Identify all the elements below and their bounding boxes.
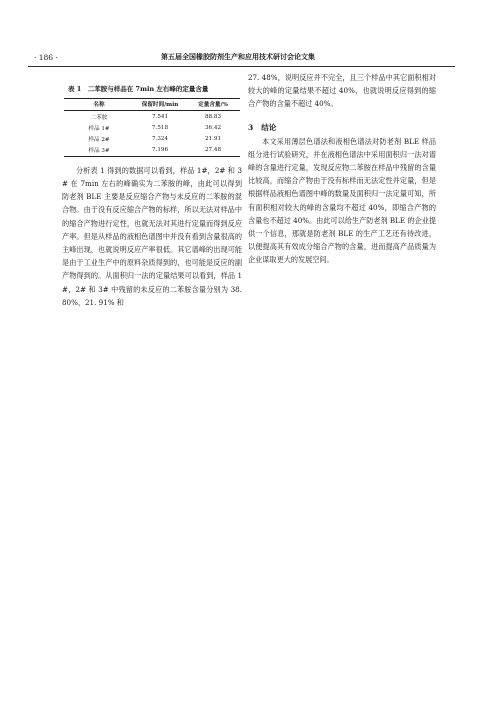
table-header-cell: 定量含量/% [186,99,240,111]
table-cell: 7.518 [151,124,168,131]
table-cell: 7.196 [134,145,186,157]
continuation-paragraph: 27. 48%，说明反应并不完全，且三个样品中其它面积相对较大的峰的定量结果不超过 40%，也就说明反应得到的缩合产物的含量不超过 40%。 [248,73,436,109]
table-header-cell: 名称 [64,99,134,111]
table-header-cell: 保留时间/min [134,99,186,111]
data-table [64,98,240,157]
table-cell: 88.83 [204,113,221,120]
table-cell: 7.324 [151,135,168,142]
table-row [64,145,240,157]
table-cell: 样品 3# [64,145,134,157]
table-cell: 样品 1# [88,125,110,132]
running-title: 第五届全国橡胶防剂生产和应用技术研讨会论文集 [161,52,315,61]
running-header [28,48,455,67]
table-row [64,111,240,123]
page-number: · 186 · [34,53,58,62]
section-title: 结论 [261,122,277,132]
table-row [64,122,240,133]
table-cell: 36.42 [204,124,221,131]
left-column [62,84,242,309]
table-cell: 二苯胺 [90,114,108,121]
section-number: 3 [248,122,254,132]
table-header-row [64,99,240,111]
table-cell: 7.541 [151,113,168,120]
section-heading [248,122,436,133]
conclusion-paragraph: 本文采用薄层色谱法和液相色谱法对防老剂 BLE 样品组分进行试验研究，并在液相色谱法中采用面积归一法对谱峰的含量进行定量，发现反应物二苯胺在样品中残留的含量比较高，而缩合产物由于没有标样而无法定性并定量，但是根据样品液相色谱图中峰的数量及面积归一法定量可知，所有面积相对较大的峰的含量均不超过 40%，即缩合产物的含量也不超过 40%。由此可以给生产防老剂 BLE 的企业提供一个信息，那就是防老剂 BLE 的生产工艺还有待改进，以便提高其有效成分缩合产物的含量，进而提高产品质量为企业谋取更大的发展空间。 [248,136,436,265]
table-row [64,133,240,144]
table-cell: 样品 2# [88,136,110,143]
table-cell: 27.48 [186,145,240,157]
right-column [248,71,436,267]
analysis-paragraph: 分析表 1 得到的数据可以看到，样品 1#，2# 和 3# 在 7min 左右的峰确实为二苯胺的峰，由此可以得到防老剂 BLE 主要是反应缩合产物与未反应的二苯胺的混合物。由于没有反应缩合产物的标样，所以无法对样品中的缩合产物进行定性，也就无法对其进行定量而得到反应产率。但是从样品的液相色谱图中并没有看到含量很高的主峰出现，也就说明反应产率很低。其它谱峰的出现可能是由于工业生产中的原料杂质得到的，也可能是反应的副产物得到的。从面积归一法的定量结果可以看到，样品 1#，2# 和 3# 中残留的未反应的二苯胺含量分别为 38. 80%，21. 91% 和 [62,165,242,307]
table-cell: 21.91 [204,135,221,142]
table-caption: 表 1 二苯胺与样品在 7min 左右峰的定量含量 [68,85,209,93]
